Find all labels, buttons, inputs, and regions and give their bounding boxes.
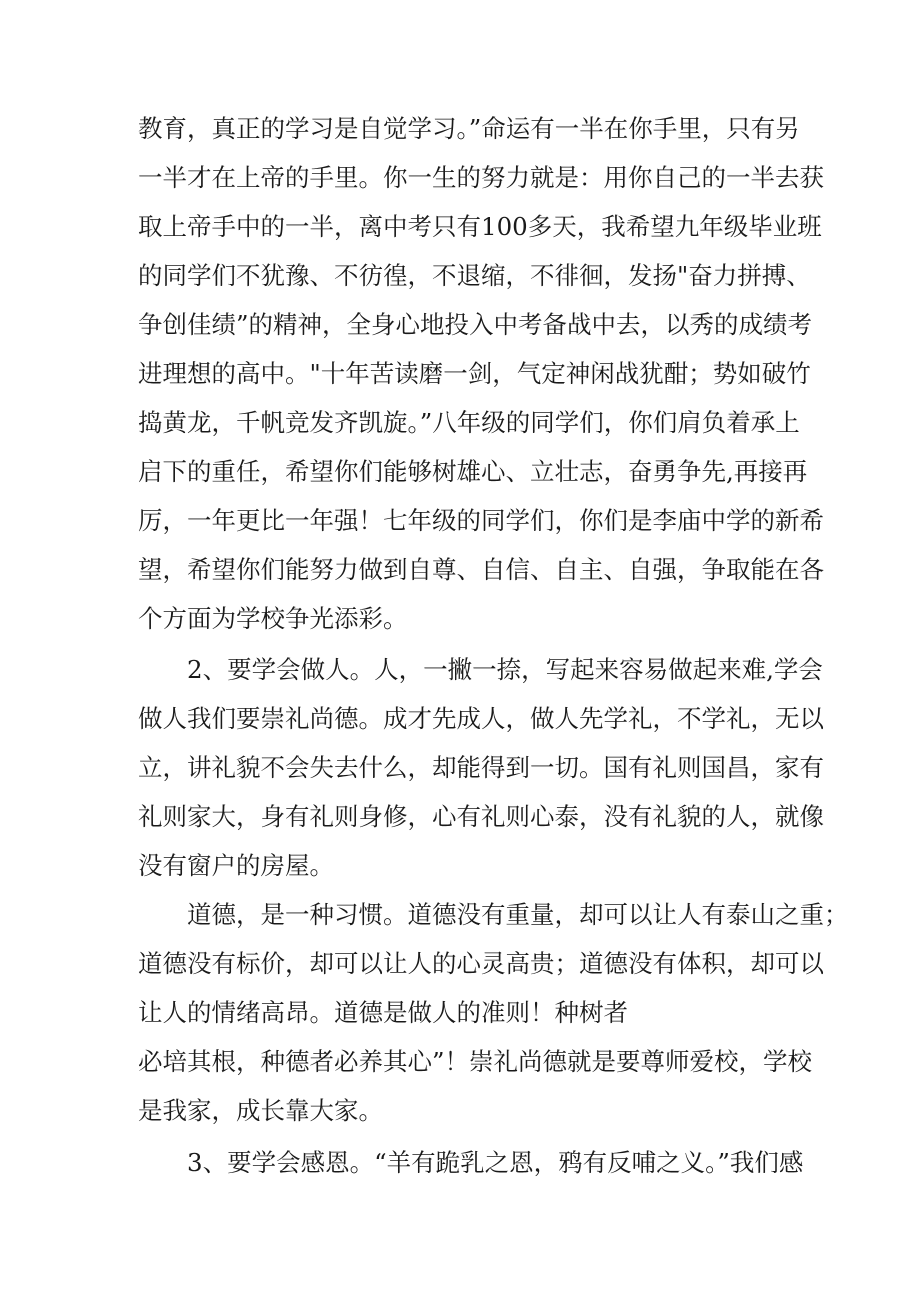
text-line: 没有窗户的房屋。 <box>138 851 334 880</box>
text-line: 礼则家大，身有礼则身修，心有礼则心泰，没有礼貌的人，就像 <box>138 802 824 831</box>
text-line: 个方面为学校争光添彩。 <box>138 604 408 633</box>
text-line: 3、要学会感恩。“羊有跪乳之恩，鸦有反哺之义。”我们感 <box>187 1148 804 1177</box>
text-line: 必培其根，种德者必养其心”！崇礼尚德就是要尊师爱校，学校 <box>138 1047 813 1076</box>
text-line: 争创佳绩”的精神，全身心地投入中考备战中去，以秀的成绩考 <box>138 310 813 339</box>
text-line: 2、要学会做人。人，一撇一捺，写起来容易做起来难,学会 <box>187 655 823 684</box>
text-line: 一半才在上帝的手里。你一生的努力就是：用你自己的一半去获 <box>138 163 824 192</box>
text-line: 立，讲礼貌不会失去什么，却能得到一切。国有礼则国昌，家有 <box>138 753 824 782</box>
text-line: 是我家，成长靠大家。 <box>138 1096 383 1125</box>
text-line: 进理想的高中。"十年苦读磨一剑，气定神闲战犹酣；势如破竹 <box>138 359 811 388</box>
text-line: 道德，是一种习惯。道德没有重量，却可以让人有泰山之重； <box>187 900 849 929</box>
text-line: 望，希望你们能努力做到自尊、自信、自主、自强，争取能在各 <box>138 555 824 584</box>
text-line: 的同学们不犹豫、不彷徨，不退缩，不徘徊，发扬"奋力拼搏、 <box>138 261 811 290</box>
text-line: 道德没有标价，却可以让人的心灵高贵；道德没有体积，却可以 <box>138 949 824 978</box>
text-line: 捣黄龙，千帆竞发齐凯旋。”八年级的同学们，你们肩负着承上 <box>138 408 800 437</box>
text-line: 厉，一年更比一年强！七年级的同学们，你们是李庙中学的新希 <box>138 506 824 535</box>
text-line: 教育，真正的学习是自觉学习。”命运有一半在你手里，只有另 <box>138 114 800 143</box>
text-line: 启下的重任，希望你们能够树雄心、立壮志，奋勇争先,再接再 <box>138 457 808 486</box>
text-line: 做人我们要崇礼尚德。成才先成人，做人先学礼，不学礼，无以 <box>138 704 824 733</box>
text-line: 取上帝手中的一半，离中考只有100多天，我希望九年级毕业班 <box>138 212 822 241</box>
text-line: 让人的情绪高昂。道德是做人的准则！种树者 <box>138 998 628 1027</box>
